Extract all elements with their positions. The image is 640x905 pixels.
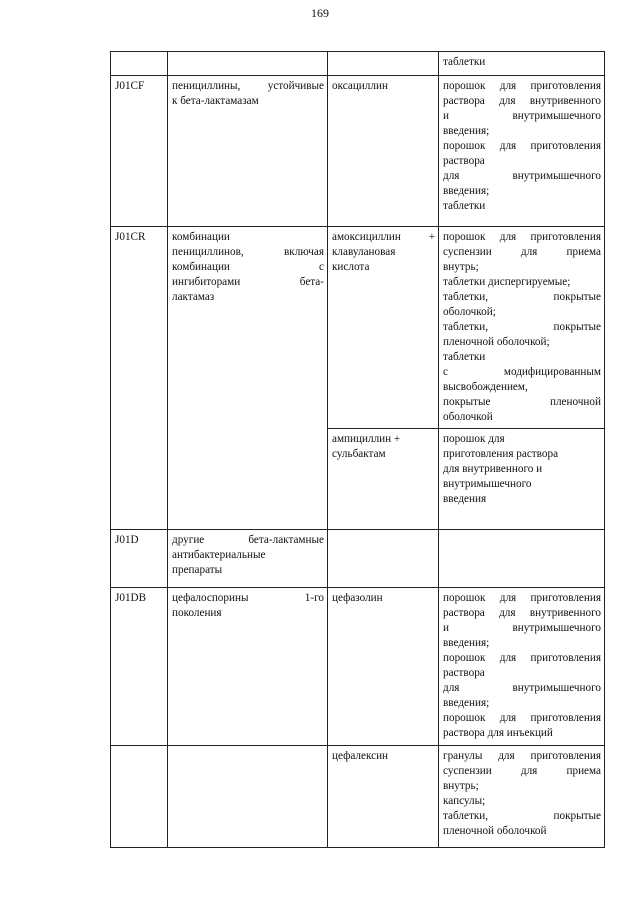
cell-line: таблетки <box>443 351 486 363</box>
cell-line: внутрь; <box>443 261 479 273</box>
cell-line: раствора <box>443 667 485 679</box>
cell-line: цефазолин <box>332 592 383 604</box>
table-row <box>111 76 605 227</box>
cell-line: пенициллинов, включая <box>172 246 324 258</box>
dosage-forms-cell <box>439 227 605 429</box>
cell-line: порошок для приготовления <box>443 592 601 604</box>
cell-line: пенициллины, устойчивые <box>172 80 324 92</box>
dosage-forms-cell <box>439 746 605 848</box>
cell-line: раствора <box>443 155 485 167</box>
cell-line: ингибиторами бета- <box>172 276 324 288</box>
cell-line: лактамаз <box>172 291 215 303</box>
cell-line: порошок для приготовления <box>443 140 601 152</box>
cell-line: клавулановая <box>332 246 396 258</box>
cell-line: порошок для приготовления <box>443 652 601 664</box>
atc-code-cell: J01D <box>111 530 168 588</box>
cell-line: капсулы; <box>443 795 486 807</box>
cell-line: для внутримышечного <box>443 170 601 182</box>
cell-line: другие бета-лактамные <box>172 534 324 546</box>
cell-line: к бета-лактамазам <box>172 95 259 107</box>
cell-line: таблетки, покрытые <box>443 321 601 333</box>
cell-line: порошок для <box>443 433 505 445</box>
cell-line: цефалоспорины 1-го <box>172 592 324 604</box>
cell-line: внутрь; <box>443 780 479 792</box>
drug-name-cell <box>328 530 439 588</box>
table-row <box>111 746 605 848</box>
atc-code-cell: J01CF <box>111 76 168 227</box>
cell-line: введения; <box>443 697 490 709</box>
atc-code-cell: J01CR <box>111 227 168 530</box>
cell-line: таблетки <box>443 56 486 68</box>
table-row <box>111 530 605 588</box>
cell-line: раствора для внутривенного <box>443 95 601 107</box>
cell-line: цефалексин <box>332 750 389 762</box>
cell-line: высвобождением, <box>443 381 528 393</box>
cell-line: введения; <box>443 185 490 197</box>
cell-line: порошок для приготовления <box>443 231 601 243</box>
cell-line: комбинации <box>172 231 230 243</box>
cell-line: таблетки, покрытые <box>443 291 601 303</box>
cell-line: амоксициллин + <box>332 231 435 243</box>
cell-line: препараты <box>172 564 223 576</box>
cell-line: и внутримышечного <box>443 622 601 634</box>
cell-line: комбинации с <box>172 261 324 273</box>
cell-line: таблетки диспергируемые; <box>443 276 571 288</box>
cell-line: пленочной оболочкой; <box>443 336 550 348</box>
cell-line: суспензии для приема <box>443 246 601 258</box>
cell-line: кислота <box>332 261 370 273</box>
table-row <box>111 588 605 746</box>
cell-line: раствора для инъекций <box>443 727 553 739</box>
cell-line: порошок для приготовления <box>443 80 601 92</box>
drug-name-cell <box>328 429 439 530</box>
cell-line: внутримышечного <box>443 478 532 490</box>
cell-line: покрытые пленочной <box>443 396 601 408</box>
group-name-cell <box>168 227 328 530</box>
table-row <box>111 227 605 429</box>
cell-line: пленочной оболочкой <box>443 825 547 837</box>
cell-line: для внутримышечного <box>443 682 601 694</box>
dosage-forms-cell <box>439 588 605 746</box>
group-name-cell <box>168 52 328 76</box>
group-name-cell <box>168 588 328 746</box>
cell-line: раствора для внутривенного <box>443 607 601 619</box>
cell-line: антибактериальные <box>172 549 266 561</box>
page-number: 169 <box>311 6 329 20</box>
cell-line: оболочкой; <box>443 306 496 318</box>
group-name-cell <box>168 530 328 588</box>
table-row <box>111 52 605 76</box>
group-name-cell <box>168 76 328 227</box>
cell-line: оболочкой <box>443 411 493 423</box>
cell-line: приготовления раствора <box>443 448 559 460</box>
cell-line: порошок для приготовления <box>443 712 601 724</box>
cell-line: гранулы для приготовления <box>443 750 601 762</box>
drug-name-cell <box>328 746 439 848</box>
cell-line: с модифицированным <box>443 366 601 378</box>
dosage-forms-cell <box>439 76 605 227</box>
cell-line: сульбактам <box>332 448 386 460</box>
cell-line: таблетки <box>443 200 486 212</box>
atc-code-cell <box>111 746 168 848</box>
dosage-forms-cell <box>439 530 605 588</box>
atc-code-cell: J01DB <box>111 588 168 746</box>
drug-classification-table <box>110 51 605 848</box>
dosage-forms-cell <box>439 429 605 530</box>
cell-line: ампициллин + <box>332 433 401 445</box>
cell-line: и внутримышечного <box>443 110 601 122</box>
cell-line: введения; <box>443 637 490 649</box>
group-name-cell <box>168 746 328 848</box>
atc-code-cell <box>111 52 168 76</box>
cell-line: оксациллин <box>332 80 388 92</box>
drug-name-cell <box>328 227 439 429</box>
drug-name-cell <box>328 588 439 746</box>
cell-line: введения <box>443 493 487 505</box>
cell-line: для внутривенного и <box>443 463 543 475</box>
cell-line: таблетки, покрытые <box>443 810 601 822</box>
cell-line: суспензии для приема <box>443 765 601 777</box>
cell-line: введения; <box>443 125 490 137</box>
dosage-forms-cell <box>439 52 605 76</box>
drug-name-cell <box>328 52 439 76</box>
cell-line: поколения <box>172 607 222 619</box>
drug-name-cell <box>328 76 439 227</box>
